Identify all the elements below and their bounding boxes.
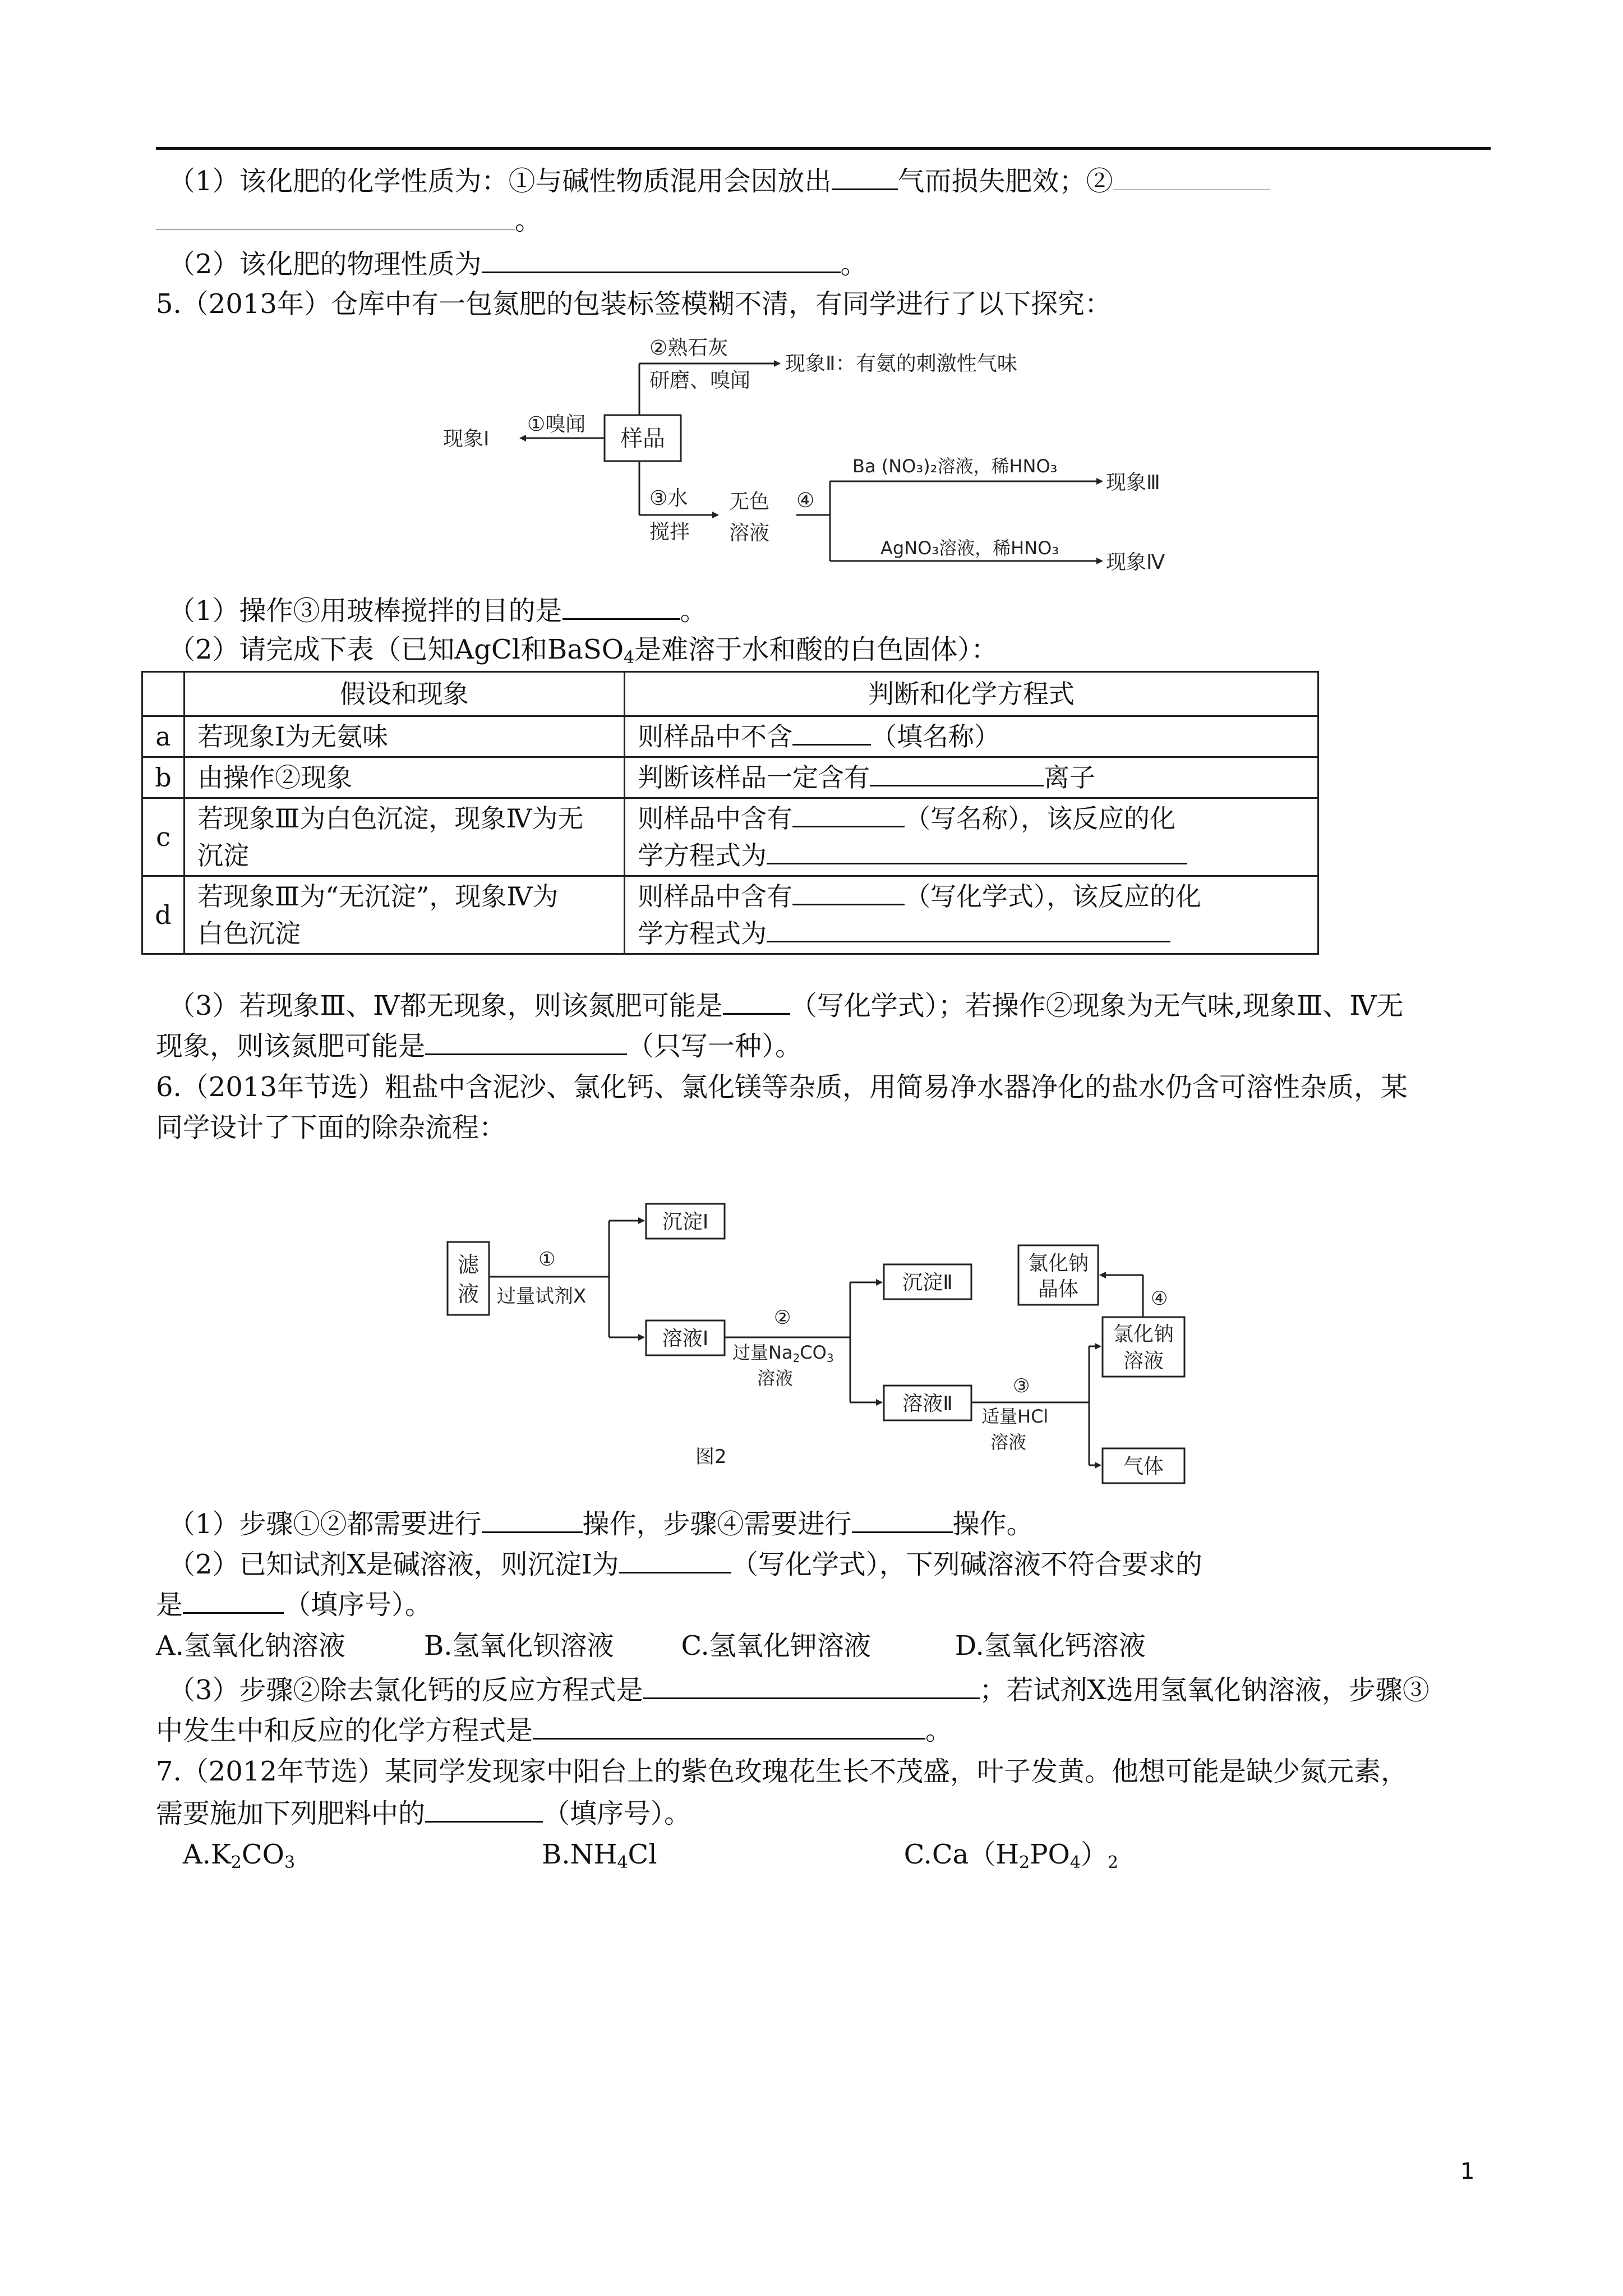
table-row (142, 798, 1318, 876)
q6-p1-text-c: 操作。 (952, 1508, 1034, 1540)
q6-p2-text-c: 是 (156, 1589, 183, 1621)
cell-text: （写名称），该反应的化 (905, 803, 1175, 834)
q5-p2-text: （2）请完成下表（已知AgCl和BaSO (168, 634, 624, 665)
row-key: c (142, 798, 185, 876)
option-c: $C.Ca(H_2PO_4)_2$ (903, 1839, 1119, 1872)
q6-part2-line2 (156, 1586, 432, 1622)
reagent2-label-2: 溶液 (757, 1368, 794, 1389)
op2-label-1: ②熟石灰 (649, 337, 728, 360)
q6-title-line1: 6.（2013年节选）粗盐中含泥沙、氯化钙、氯化镁等杂质，用简易净水器净化的盐水仍含可溶性杂质，某 (156, 1071, 1408, 1103)
row-hypothesis: 若现象Ⅰ为无氨味 (185, 716, 625, 757)
table-header-2: 判断和化学方程式 (625, 672, 1318, 716)
option-a: $A.K_2CO_3$ (183, 1839, 296, 1872)
op3-label-1: ③水 (649, 487, 688, 510)
q6-p3-text-c: 中发生中和反应的化学方程式是 (156, 1715, 533, 1746)
option-a: A.氢氧化钠溶液 (156, 1630, 345, 1662)
q6-part2-line1 (168, 1546, 1202, 1581)
filtrate-1: 滤 (457, 1253, 479, 1277)
q4-p1-text-b: 气而损失肥效；② (897, 165, 1113, 197)
cell-text: （写化学式），该反应的化 (905, 881, 1201, 912)
answer-blank (792, 878, 905, 905)
q7-title-text-b: （填序号）。 (543, 1798, 691, 1829)
q5-part3-line2 (156, 1028, 802, 1063)
option-c: C.氢氧化钾溶液 (681, 1630, 871, 1662)
op1-label: ①嗅闻 (527, 413, 586, 436)
answer-blank (156, 203, 515, 229)
q6-p3-text: （3）步骤②除去氯化钙的反应方程式是 (168, 1674, 643, 1706)
reagent2-label: 过量Na2CO3 (732, 1342, 834, 1365)
op2-label-2: 研磨、嗅闻 (649, 369, 751, 392)
answer-blank (482, 1506, 583, 1533)
q7-title-text: 需要施加下列肥料中的 (156, 1798, 426, 1829)
table-row (142, 716, 1318, 757)
q7-title-line2 (156, 1795, 691, 1830)
cell-text: 则样品中含有 (638, 881, 792, 912)
cell-text: 白色沉淀 (197, 918, 301, 949)
q6-flow-diagram (443, 1195, 1217, 1498)
nacl-solution-2: 溶液 (1123, 1350, 1164, 1373)
q6-p2-text-b: （写化学式），下列碱溶液不符合要求的 (731, 1549, 1202, 1580)
q5-p1-end: 。 (680, 595, 707, 627)
q4-p2-end: 。 (840, 249, 868, 280)
table-header-key (142, 672, 185, 716)
solution-1: 溶液Ⅰ (662, 1327, 709, 1350)
answer-blank (425, 1795, 543, 1823)
q6-part3-line2 (156, 1712, 952, 1747)
q5-table (141, 671, 1319, 955)
answer-blank (723, 987, 790, 1015)
answer-blank (533, 1712, 925, 1740)
q6-p2-text-d: （填序号）。 (284, 1589, 432, 1621)
row-judgement (625, 757, 1318, 798)
answer-blank (852, 1506, 953, 1533)
step4-label: ④ (1151, 1287, 1168, 1310)
filtrate-2: 液 (457, 1282, 479, 1306)
q6-p3-text-d: 。 (925, 1715, 953, 1746)
table-header-row (142, 672, 1318, 716)
table-row (142, 757, 1318, 798)
q5-part2 (168, 633, 998, 675)
row-key: d (142, 876, 185, 954)
cell-text: 则样品中不含 (638, 721, 792, 752)
step1-label: ① (538, 1248, 556, 1271)
q6-options (156, 1629, 1146, 1663)
q5-p3-text-b: （写化学式）；若操作②现象为无气味,现象Ⅲ、Ⅳ无 (790, 990, 1404, 1022)
answer-blank (425, 1028, 627, 1055)
q5-p3-text-d: （只写一种）。 (627, 1030, 803, 1062)
row-key: b (142, 757, 185, 798)
answer-blank (832, 163, 898, 190)
q5-p2-sub: 4 (624, 648, 635, 668)
phenomenon-3: 现象Ⅲ (1106, 471, 1160, 494)
q4-p2-text: （2）该化肥的物理性质为 (168, 249, 482, 280)
q6-p1-text: （1）步骤①②都需要进行 (168, 1508, 482, 1540)
phenomenon-1: 现象Ⅰ (443, 427, 490, 450)
circle-4: ④ (796, 489, 815, 512)
answer-blank (482, 246, 841, 273)
q5-p3-text-c: 现象，则该氮肥可能是 (156, 1030, 426, 1062)
row-hypothesis (185, 876, 625, 954)
q6-part3-line1 (168, 1672, 1430, 1707)
sample-label: 样品 (620, 426, 665, 452)
option-b: $B.NH_4Cl$ (542, 1839, 657, 1872)
row-judgement (625, 716, 1318, 757)
cell-text: 离子 (1044, 762, 1095, 793)
cell-text: 沉淀 (197, 840, 249, 871)
q4-part1-line2 (156, 203, 542, 237)
cell-text: 若现象Ⅲ为“无沉淀”，现象Ⅳ为 (197, 881, 559, 912)
answer-blank (870, 759, 1044, 786)
nacl-crystal-2: 晶体 (1038, 1278, 1079, 1301)
answer-blank (767, 915, 1170, 942)
q6-title-line2: 同学设计了下面的除杂流程： (156, 1112, 506, 1143)
q4-part1-line1 (168, 163, 1270, 198)
phenomenon-2: 现象Ⅱ：有氨的刺激性气味 (785, 352, 1017, 375)
q6-part1 (168, 1506, 1034, 1541)
table-header-1: 假设和现象 (185, 672, 625, 716)
q4-part2 (168, 246, 868, 281)
q5-flow-diagram (437, 331, 1234, 572)
solution-2: 溶液Ⅱ (902, 1392, 953, 1415)
answer-blank (792, 718, 871, 746)
gas-label: 气体 (1123, 1455, 1164, 1478)
cell-text: 则样品中含有 (638, 803, 792, 834)
top-rule (156, 147, 1491, 150)
answer-blank (183, 1586, 284, 1614)
q5-part3-line1 (168, 987, 1403, 1023)
reagent1-label: 过量试剂X (497, 1285, 587, 1308)
row-hypothesis (185, 798, 625, 876)
answer-blank (767, 837, 1187, 864)
op3-label-2: 搅拌 (649, 521, 690, 544)
nacl-crystal-1: 氯化钠 (1027, 1252, 1089, 1275)
row-hypothesis: 由操作②现象 (185, 757, 625, 798)
cell-text: 若现象Ⅲ为白色沉淀，现象Ⅳ为无 (197, 803, 584, 834)
phenomenon-4: 现象Ⅳ (1106, 551, 1165, 572)
q5-p2-text-b: 是难溶于水和酸的白色固体）： (634, 634, 998, 665)
reagent-b: AgNO₃溶液，稀HNO₃ (880, 537, 1059, 559)
q5-part1 (168, 592, 707, 628)
colorless-solution-1: 无色 (729, 490, 770, 513)
answer-blank (792, 800, 905, 827)
q7-options (183, 1838, 1118, 1880)
precipitate-2: 沉淀Ⅱ (902, 1271, 953, 1294)
cell-text: （填名称） (871, 721, 1000, 752)
q5-p3-text: （3）若现象Ⅲ、Ⅳ都无现象，则该氮肥可能是 (168, 990, 723, 1022)
cell-text: 学方程式为 (638, 840, 767, 871)
page-number: 1 (1460, 2159, 1475, 2184)
figure-caption: 图2 (695, 1446, 727, 1468)
step2-label: ② (774, 1306, 791, 1329)
row-judgement (625, 876, 1318, 954)
q5-p1-text: （1）操作③用玻棒搅拌的目的是 (168, 595, 562, 627)
answer-blank (562, 592, 680, 620)
reagent3-label-1: 适量HCl (981, 1406, 1049, 1427)
reagent3-label-2: 溶液 (990, 1432, 1027, 1453)
answer-blank (643, 1672, 980, 1699)
option-b: B.氢氧化钡溶液 (423, 1630, 614, 1662)
q6-p1-text-b: 操作，步骤④需要进行 (582, 1508, 852, 1540)
colorless-solution-2: 溶液 (729, 522, 770, 545)
cell-text: 判断该样品一定含有 (638, 762, 870, 793)
nacl-solution-1: 氯化钠 (1113, 1323, 1174, 1346)
row-judgement (625, 798, 1318, 876)
row-key: a (142, 716, 185, 757)
q7-title-line1: 7.（2012年节选）某同学发现家中阳台上的紫色玫瑰花生长不茂盛，叶子发黄。他想可能是缺少氮元素， (156, 1756, 1408, 1787)
q5-title: 5.（2013年）仓库中有一包氮肥的包装标签模糊不清，有同学进行了以下探究： (156, 288, 1112, 320)
answer-blank (619, 1546, 731, 1573)
cell-text: 学方程式为 (638, 918, 767, 949)
option-d: D.氢氧化钙溶液 (955, 1630, 1146, 1662)
q6-p2-text: （2）已知试剂X是碱溶液，则沉淀Ⅰ为 (168, 1549, 619, 1580)
q4-p1-end: 。 (515, 205, 542, 236)
q4-p1-text: （1）该化肥的化学性质为：①与碱性物质混用会因放出 (168, 165, 832, 197)
table-row (142, 876, 1318, 954)
answer-blank (1113, 164, 1270, 190)
step3-label: ③ (1013, 1375, 1030, 1397)
q6-p3-text-b: ；若试剂X选用氢氧化钠溶液，步骤③ (979, 1674, 1430, 1706)
precipitate-1: 沉淀Ⅰ (662, 1211, 709, 1234)
reagent-a: Ba (NO₃)₂溶液，稀HNO₃ (852, 455, 1058, 477)
